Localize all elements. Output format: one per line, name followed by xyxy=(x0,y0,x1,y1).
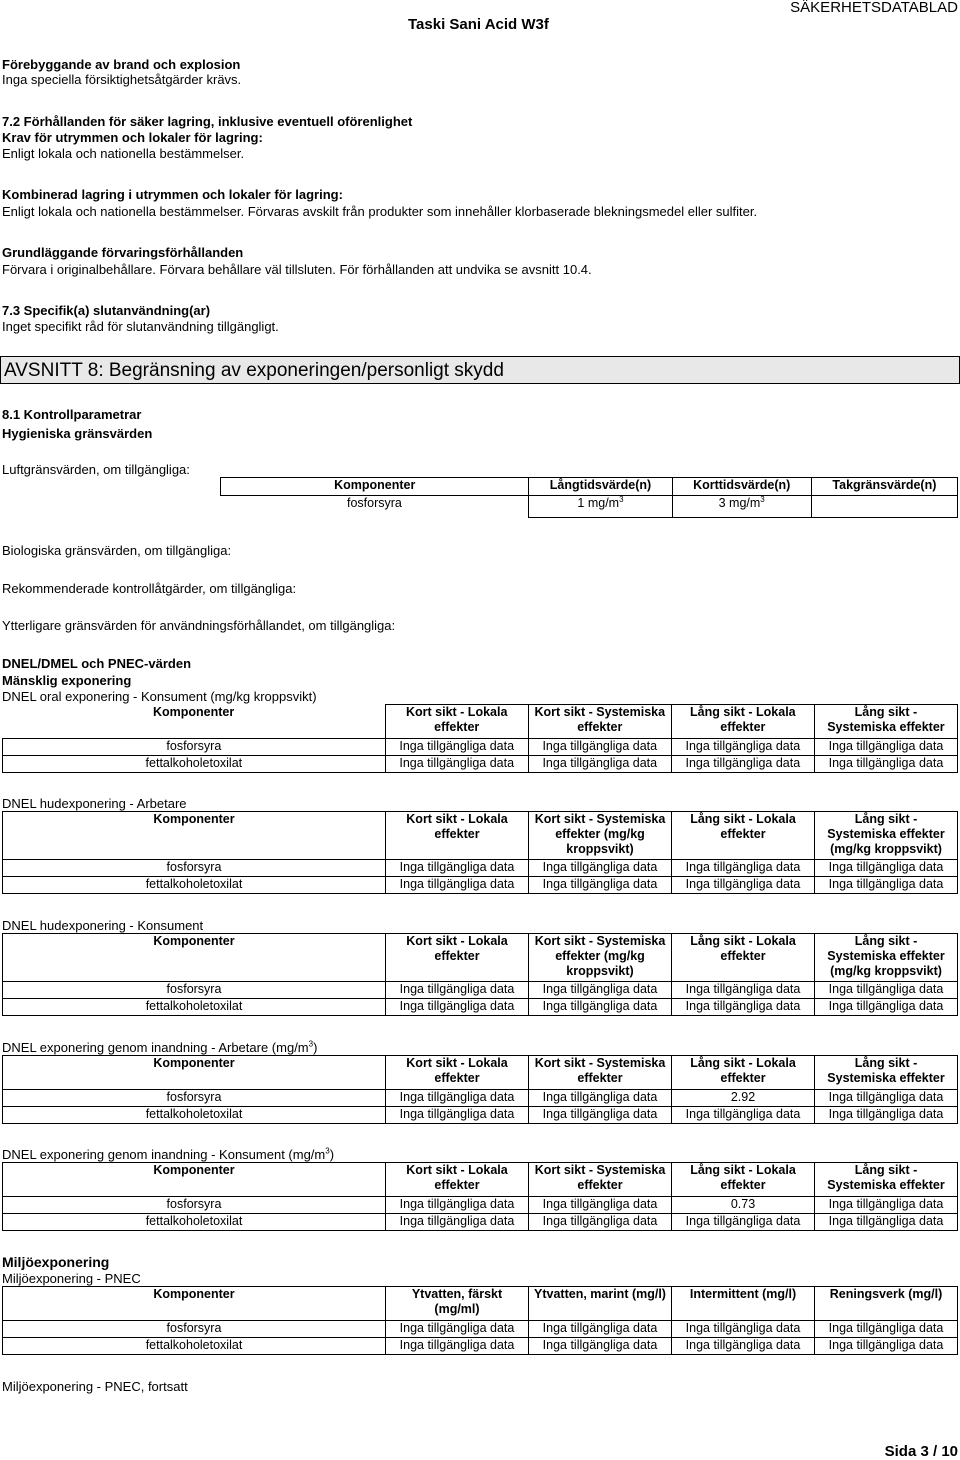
dnel-heading: DNEL/DMEL och PNEC-värden xyxy=(2,656,192,671)
col-components: Komponenter xyxy=(3,934,386,982)
col-short-systemic: Kort sikt - Systemiska effekter xyxy=(529,1163,672,1197)
col-marine: Ytvatten, marint (mg/l) xyxy=(529,1287,672,1321)
pnec-continued-label: Miljöexponering - PNEC, fortsatt xyxy=(2,1379,188,1394)
col-short-term: Korttidsvärde(n) xyxy=(672,478,811,496)
product-name: Taski Sani Acid W3f xyxy=(408,16,549,33)
long-term-value: 1 $mg/m^3$ xyxy=(529,496,672,518)
col-long-local: Lång sikt - Lokala effekter xyxy=(672,1056,815,1090)
short-term-value: 3 $mg/m^3$ xyxy=(672,496,811,518)
col-short-local: Kort sikt - Lokala effekter xyxy=(385,705,528,739)
storage-req-heading: Krav för utrymmen och lokaler för lagring: xyxy=(2,130,263,145)
section-8-title: AVSNITT 8: Begränsning av exponeringen/personligt skydd xyxy=(4,360,504,381)
table-row: fettalkoholetoxilat Inga tillgängliga data Inga tillgängliga data Inga tillgängliga data Inga tillgängliga data xyxy=(3,999,958,1016)
col-long-local: Lång sikt - Lokala effekter xyxy=(672,812,815,860)
table-row: fosforsyra Inga tillgängliga data Inga tillgängliga data Inga tillgängliga data Inga tillgängliga data xyxy=(3,860,958,877)
basic-heading: Grundläggande förvaringsförhållanden xyxy=(2,245,244,260)
air-limits-table xyxy=(220,477,958,518)
pnec-table xyxy=(2,1286,958,1355)
control-measures-label: Rekommenderade kontrollåtgärder, om tillgängliga: xyxy=(2,581,297,596)
page-number: Sida 3 / 10 xyxy=(884,1443,958,1460)
combined-heading: Kombinerad lagring i utrymmen och lokaler för lagring: xyxy=(2,187,343,202)
table-row xyxy=(221,496,958,518)
fire-text: Inga speciella försiktighetsåtgärder krävs. xyxy=(2,72,242,87)
col-long-systemic: Lång sikt - Systemiska effekter (mg/kg kroppsvikt) xyxy=(815,934,958,982)
document-type: SÄKERHETSDATABLAD xyxy=(790,0,958,16)
col-long-local: Lång sikt - Lokala effekter xyxy=(672,1163,815,1197)
col-ceiling: Takgränsvärde(n) xyxy=(811,478,957,496)
combined-text: Enligt lokala och nationella bestämmelser. Förvaras avskilt från produkter som innehåller klorbaserade blekningsmedel eller sulfiter. xyxy=(2,204,758,219)
long-local-value: 2.92 xyxy=(672,1090,815,1107)
table-row: fosforsyra Inga tillgängliga data Inga tillgängliga data Inga tillgängliga data Inga tillgängliga data xyxy=(3,739,958,756)
col-long-term: Långtidsvärde(n) xyxy=(529,478,672,496)
col-short-local: Kort sikt - Lokala effekter xyxy=(386,934,529,982)
dnel-skin-worker-label: DNEL hudexponering - Arbetare xyxy=(2,796,187,811)
col-intermittent: Intermittent (mg/l) xyxy=(672,1287,815,1321)
dnel-oral-label: DNEL oral exponering - Konsument (mg/kg kroppsvikt) xyxy=(2,689,317,704)
col-components: Komponenter xyxy=(221,478,529,496)
dnel-skin-consumer-table xyxy=(2,933,958,1016)
table-row: fettalkoholetoxilat Inga tillgängliga data Inga tillgängliga data Inga tillgängliga data Inga tillgängliga data xyxy=(3,756,958,773)
col-components: Komponenter xyxy=(3,1056,386,1090)
table-row: fosforsyra Inga tillgängliga data Inga tillgängliga data 2.92 Inga tillgängliga data xyxy=(3,1090,958,1107)
table-row: fettalkoholetoxilat Inga tillgängliga data Inga tillgängliga data Inga tillgängliga data Inga tillgängliga data xyxy=(3,1338,958,1355)
bio-limits-label: Biologiska gränsvärden, om tillgängliga: xyxy=(2,543,232,558)
s72-heading: 7.2 Förhållanden för säker lagring, inklusive eventuell oförenlighet xyxy=(2,114,413,129)
storage-req-text: Enligt lokala och nationella bestämmelser. xyxy=(2,146,245,161)
col-stp: Reningsverk (mg/l) xyxy=(815,1287,958,1321)
basic-text: Förvara i originalbehållare. Förvara behållare väl tillsluten. För förhållanden att undvika se avsnitt 10.4. xyxy=(2,262,592,277)
s73-text: Inget specifikt råd för slutanvändning tillgängligt. xyxy=(2,319,279,334)
col-short-local: Kort sikt - Lokala effekter xyxy=(386,1056,529,1090)
table-row: fettalkoholetoxilat Inga tillgängliga data Inga tillgängliga data Inga tillgängliga data Inga tillgängliga data xyxy=(3,877,958,894)
col-components: Komponenter xyxy=(3,1163,386,1197)
dnel-oral-table xyxy=(2,704,958,773)
col-components: Komponenter xyxy=(3,705,386,739)
extra-limits-label: Ytterligare gränsvärden för användningsförhållandet, om tillgängliga: xyxy=(2,618,396,633)
col-short-local: Kort sikt - Lokala effekter xyxy=(386,1163,529,1197)
table-row: fosforsyra Inga tillgängliga data Inga tillgängliga data Inga tillgängliga data Inga tillgängliga data xyxy=(3,1321,958,1338)
s73-heading: 7.3 Specifik(a) slutanvändning(ar) xyxy=(2,303,211,318)
fire-heading: Förebyggande av brand och explosion xyxy=(2,57,241,72)
dnel-skin-consumer-label: DNEL hudexponering - Konsument xyxy=(2,918,204,933)
table-row: fosforsyra Inga tillgängliga data Inga tillgängliga data Inga tillgängliga data Inga tillgängliga data xyxy=(3,982,958,999)
col-freshwater: Ytvatten, färskt (mg/ml) xyxy=(386,1287,529,1321)
col-long-local: Lång sikt - Lokala effekter xyxy=(672,934,815,982)
ceiling-value xyxy=(811,496,957,518)
hygiene-heading: Hygieniska gränsvärden xyxy=(2,426,153,441)
col-short-systemic: Kort sikt - Systemiska effekter (mg/kg kroppsvikt) xyxy=(529,934,672,982)
col-short-systemic: Kort sikt - Systemiska effekter xyxy=(528,705,671,739)
col-components: Komponenter xyxy=(3,812,386,860)
col-long-systemic: Lång sikt - Systemiska effekter xyxy=(814,705,957,739)
component-name: fosforsyra xyxy=(347,496,402,510)
col-short-local: Kort sikt - Lokala effekter xyxy=(386,812,529,860)
table-row: fosforsyra Inga tillgängliga data Inga tillgängliga data 0.73 Inga tillgängliga data xyxy=(3,1197,958,1214)
col-long-systemic: Lång sikt - Systemiska effekter (mg/kg kroppsvikt) xyxy=(815,812,958,860)
col-short-systemic: Kort sikt - Systemiska effekter (mg/kg kroppsvikt) xyxy=(529,812,672,860)
dnel-skin-worker-table xyxy=(2,811,958,894)
table-row: fettalkoholetoxilat Inga tillgängliga data Inga tillgängliga data Inga tillgängliga data Inga tillgängliga data xyxy=(3,1107,958,1124)
col-long-systemic: Lång sikt - Systemiska effekter xyxy=(815,1163,958,1197)
col-long-local: Lång sikt - Lokala effekter xyxy=(671,705,814,739)
col-long-systemic: Lång sikt - Systemiska effekter xyxy=(815,1056,958,1090)
dnel-inhalation-worker-label: DNEL exponering genom inandning - Arbetare $(mg/m^3)$ xyxy=(2,1039,318,1055)
col-components: Komponenter xyxy=(3,1287,386,1321)
long-local-value: 0.73 xyxy=(672,1197,815,1214)
pnec-label: Miljöexponering - PNEC xyxy=(2,1271,141,1286)
table-row: fettalkoholetoxilat Inga tillgängliga data Inga tillgängliga data Inga tillgängliga data Inga tillgängliga data xyxy=(3,1214,958,1231)
s81-heading: 8.1 Kontrollparametrar xyxy=(2,407,142,422)
dnel-inhalation-worker-table xyxy=(2,1055,958,1124)
env-exposure-heading: Miljöexponering xyxy=(2,1254,110,1270)
col-short-systemic: Kort sikt - Systemiska effekter xyxy=(529,1056,672,1090)
human-exposure-heading: Mänsklig exponering xyxy=(2,673,132,688)
dnel-inhalation-consumer-table xyxy=(2,1162,958,1231)
dnel-inhalation-consumer-label: DNEL exponering genom inandning - Konsument $(mg/m^3)$ xyxy=(2,1146,335,1162)
air-limits-label: Luftgränsvärden, om tillgängliga: xyxy=(2,462,190,477)
section-8-title-bar xyxy=(0,356,960,384)
